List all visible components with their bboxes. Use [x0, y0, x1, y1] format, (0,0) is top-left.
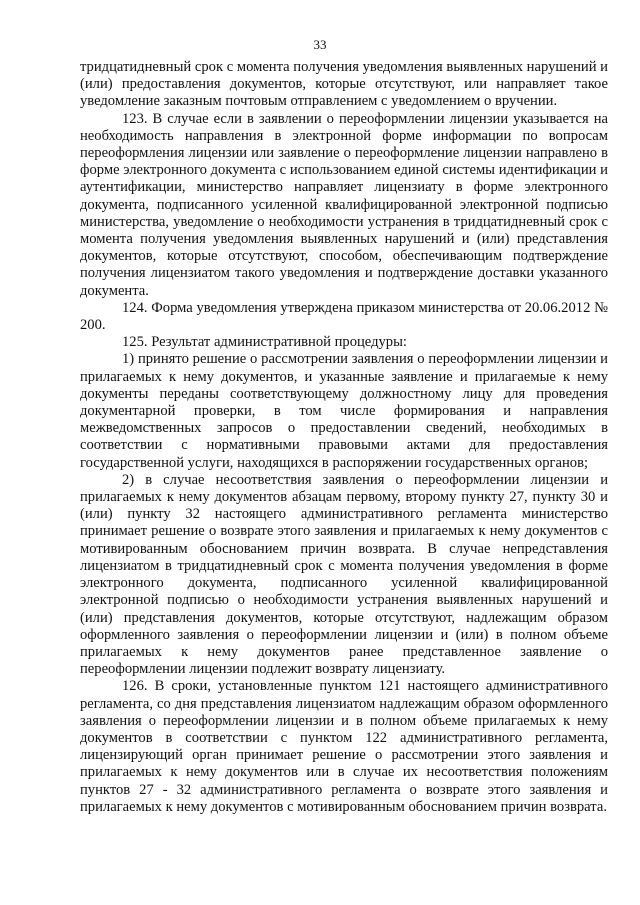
paragraph-125-item-2: 2) в случае несоответствия заявления о переоформлении лицензии и прилагаемых к нему документов абзацам первому, второму пункту 27, пункту 30 и (или) пункту 32 настоящего административного регламента министерство принимает решение о возврате этого заявления и прилагаемых к нему документов с мотивированным обоснованием причин возврата. В случае непредставления лицензиатом в тридцатидневный срок с момента получения уведомления в форме электронного документа, подписанного усиленной квалифицированной электронной подписью о необходимости устранения выявленных нарушений и (или) представления документов, которые отсутствуют, надлежащим образом оформленного заявления о переоформлении лицензии и (или) в полном объеме прилагаемых к нему документов ранее представленное заявление о переоформлении лицензии подлежит возврату лицензиату.: [80, 471, 608, 678]
paragraph-124: 124. Форма уведомления утверждена приказом министерства от 20.06.2012 № 200.: [80, 299, 608, 334]
paragraph-continuation: тридцатидневный срок с момента получения уведомления выявленных нарушений и (или) предоставления документов, которые отсутствуют, или направляет такое уведомление заказным почтовым отправлением с уведомлением о вручении.: [80, 59, 608, 110]
document-body: [80, 59, 608, 816]
paragraph-123: 123. В случае если в заявлении о переоформлении лицензии указывается на необходимость направления в электронной форме информации по вопросам переоформления лицензии или заявление о переоформление лицензии направлено в форме электронного документа с использованием единой системы идентификации и аутентификации, министерство направляет лицензиату в форме электронного документа, подписанного усиленной квалифицированной электронной подписью министерства, уведомление о необходимости устранения в тридцатидневный срок с момента получения уведомления выявленных нарушений и (или) представления документов, которые отсутствуют, способом, обеспечивающим подтверждение получения лицензиатом такого уведомления и подтверждение доставки указанного документа.: [80, 110, 608, 299]
paragraph-126: 126. В сроки, установленные пунктом 121 настоящего административного регламента, со дня представления лицензиатом надлежащим образом оформленного заявления о переоформлении лицензии и в полном объеме прилагаемых к нему документов в соответствии с пунктом 122 административного регламента, лицензирующий орган принимает решение о рассмотрении этого заявления и прилагаемых к нему документов или в случае их несоответствия положениям пунктов 27 - 32 административного регламента о возврате этого заявления и прилагаемых к нему документов с мотивированным обоснованием причин возврата.: [80, 678, 608, 815]
paragraph-125-item-1: 1) принято решение о рассмотрении заявления о переоформлении лицензии и прилагаемых к нему документов, и указанные заявление и прилагаемые к нему документы переданы соответствующему должностному лицу для проведения документарной проверки, в том числе формирования и направления межведомственных запросов о предоставлении сведений, необходимых в соответствии с нормативными правовыми актами для предоставления государственной услуги, находящихся в распоряжении государственных органов;: [80, 351, 608, 471]
page-number: 33: [313, 37, 327, 52]
paragraph-125: 125. Результат административной процедуры:: [122, 334, 407, 351]
